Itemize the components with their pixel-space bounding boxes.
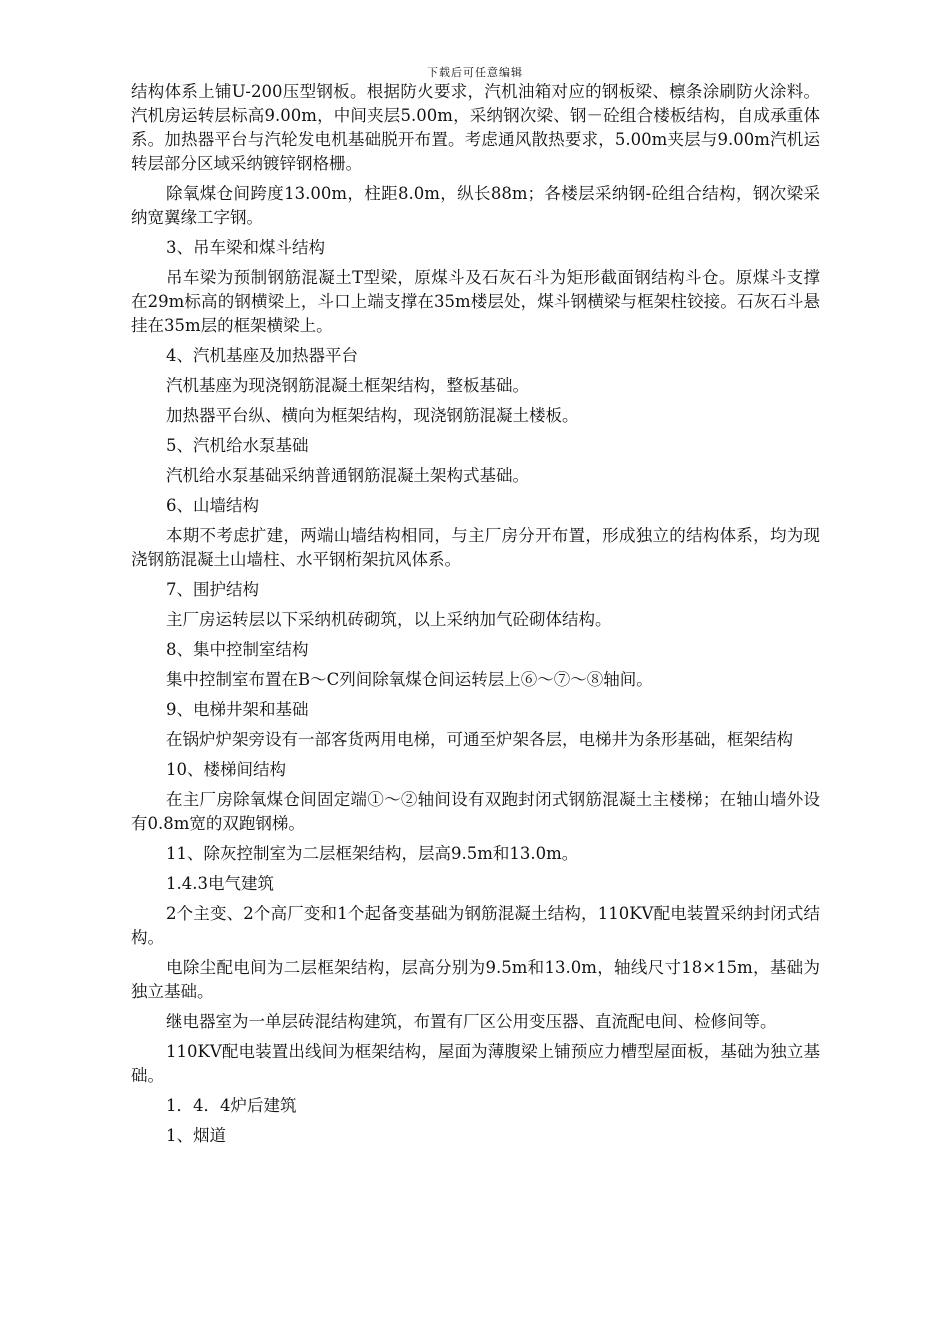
paragraph-continued: 结构体系上铺U-200压型钢板。根据防火要求，汽机油箱对应的钢板梁、檩条涂刷防火涂料。汽机房运转层标高9.00m，中间夹层5.00m，采纳钢次梁、钢－砼组合楼板结构，自成承重体系。加热器平台与汽轮发电机基础脱开布置。考虑通风散热要求，5.00m夹层与9.00m汽机运转层部分区域采纳镀锌钢格栅。 xyxy=(131,82,820,173)
section-heading: 11、除灰控制室为二层框架结构，层高9.5m和13.0m。 xyxy=(166,844,579,863)
paragraph: 汽机给水泵基础采纳普通钢筋混凝土架构式基础。 xyxy=(166,466,529,485)
section-heading: 4、汽机基座及加热器平台 xyxy=(166,346,358,365)
paragraph: 在锅炉炉架旁设有一部客货两用电梯，可通至炉架各层，电梯井为条形基础，框架结构 xyxy=(166,730,793,749)
section-heading: 9、电梯井架和基础 xyxy=(166,700,309,719)
section-heading: 7、围护结构 xyxy=(166,580,259,599)
paragraph: 110KV配电装置出线间为框架结构，屋面为薄腹梁上铺预应力槽型屋面板，基础为独立基础。 xyxy=(131,1042,820,1085)
header-note: 下载后可任意编辑 xyxy=(427,66,523,79)
paragraph: 在主厂房除氧煤仓间固定端①～②轴间设有双跑封闭式钢筋混凝土主楼梯；在轴山墙外设有0.8m宽的双跑钢梯。 xyxy=(131,790,820,833)
section-heading: 3、吊车梁和煤斗结构 xyxy=(166,238,325,257)
section-heading: 6、山墙结构 xyxy=(166,496,259,515)
paragraph: 吊车梁为预制钢筋混凝土T型梁，原煤斗及石灰石斗为矩形截面钢结构斗仓。原煤斗支撑在29m标高的钢横梁上，斗口上端支撑在35m楼层处，煤斗钢横梁与框架柱铰接。石灰石斗悬挂在35m层的框架横梁上。 xyxy=(131,268,820,335)
document-body xyxy=(131,80,820,1154)
paragraph: 本期不考虑扩建，两端山墙结构相同，与主厂房分开布置，形成独立的结构体系，均为现浇钢筋混凝土山墙柱、水平钢桁架抗风体系。 xyxy=(131,526,820,569)
paragraph: 集中控制室布置在B～C列间除氧煤仓间运转层上⑥～⑦～⑧轴间。 xyxy=(166,670,653,689)
paragraph: 电除尘配电间为二层框架结构，层高分别为9.5m和13.0m，轴线尺寸18×15m，基础为独立基础。 xyxy=(131,958,820,1001)
paragraph: 除氧煤仓间跨度13.00m，柱距8.0m，纵长88m；各楼层采纳钢-砼组合结构，钢次梁采纳宽翼缘工字钢。 xyxy=(131,184,820,227)
paragraph: 汽机基座为现浇钢筋混凝土框架结构，整板基础。 xyxy=(166,376,529,395)
section-heading: 1、烟道 xyxy=(166,1126,226,1145)
section-heading: 10、楼梯间结构 xyxy=(166,760,286,779)
paragraph: 2个主变、2个高厂变和1个起备变基础为钢筋混凝土结构，110KV配电装置采纳封闭式结构。 xyxy=(131,904,820,947)
section-heading: 5、汽机给水泵基础 xyxy=(166,436,309,455)
section-heading: 1.4.3电气建筑 xyxy=(166,874,274,893)
section-heading: 1．4．4炉后建筑 xyxy=(166,1096,297,1115)
paragraph: 主厂房运转层以下采纳机砖砌筑，以上采纳加气砼砌体结构。 xyxy=(166,610,612,629)
section-heading: 8、集中控制室结构 xyxy=(166,640,309,659)
paragraph: 继电器室为一单层砖混结构建筑，布置有厂区公用变压器、直流配电间、检修间等。 xyxy=(166,1012,777,1031)
paragraph: 加热器平台纵、横向为框架结构，现浇钢筋混凝土楼板。 xyxy=(166,406,579,425)
